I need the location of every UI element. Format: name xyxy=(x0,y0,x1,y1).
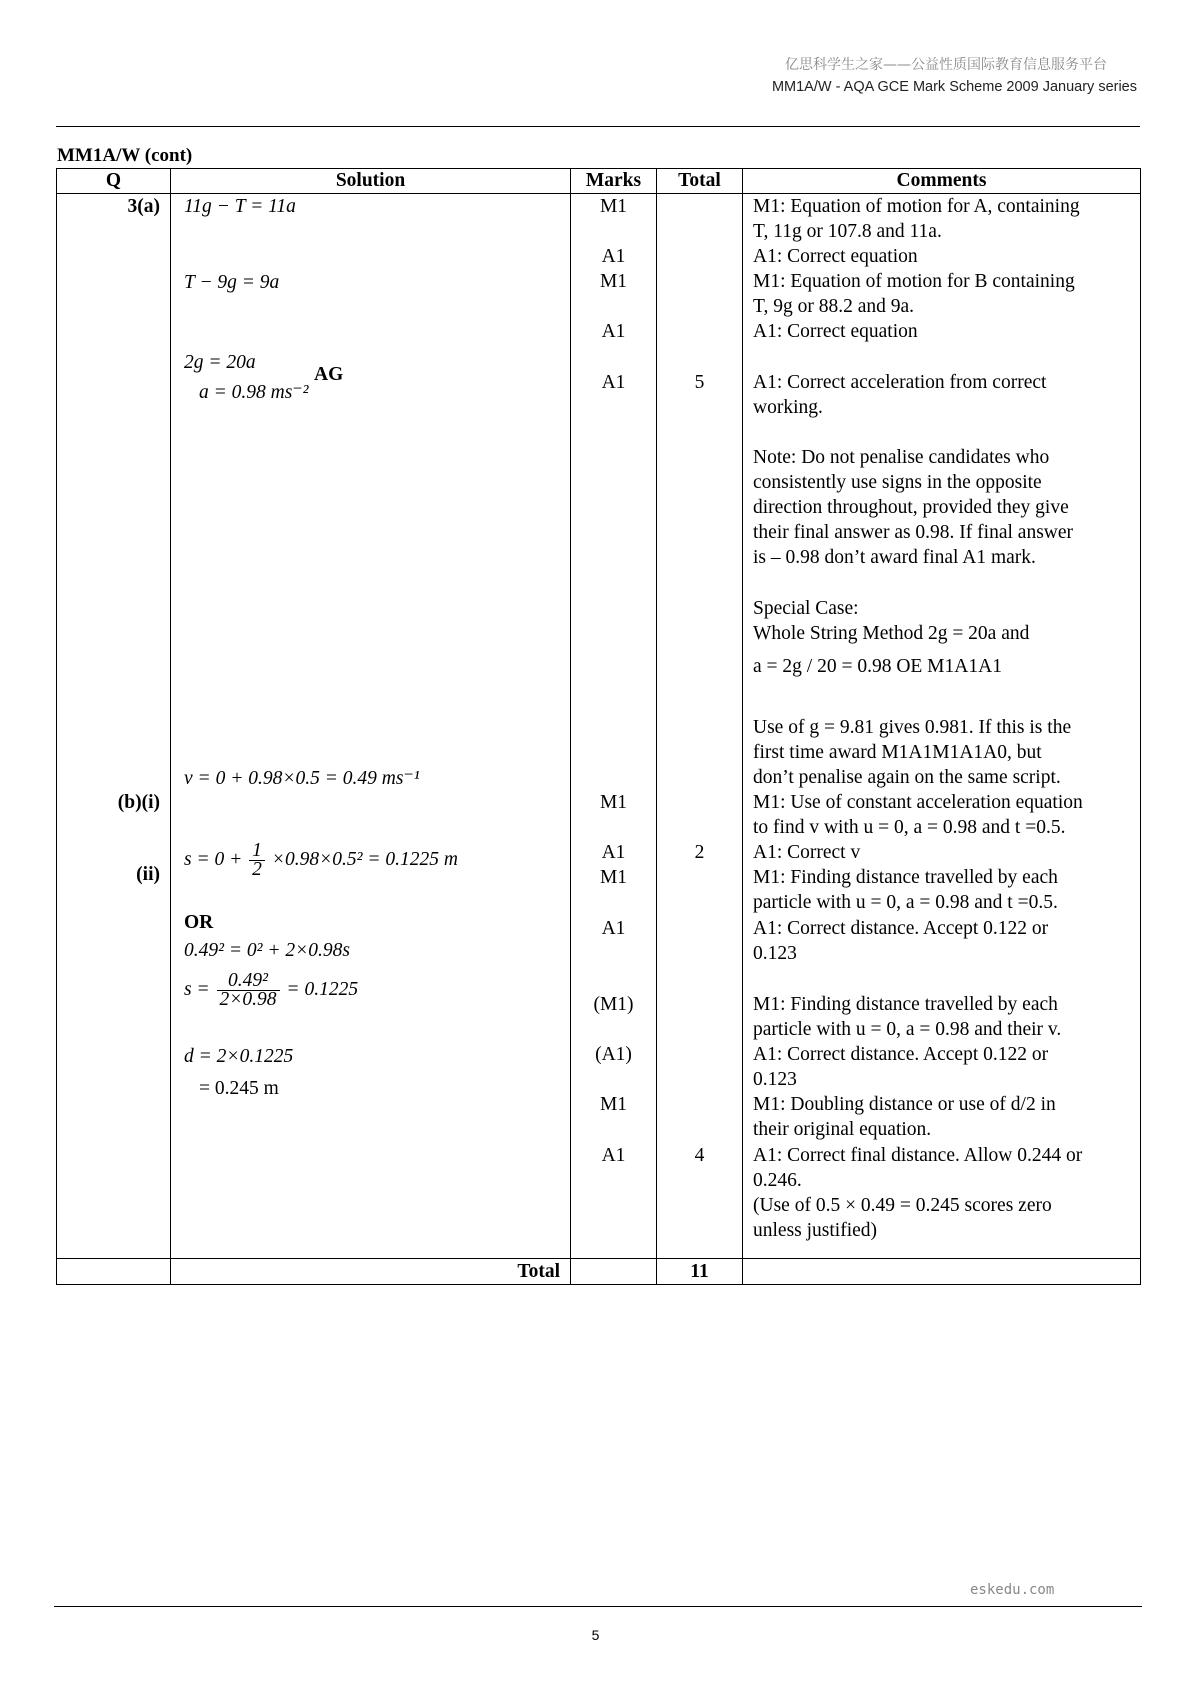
solution-line xyxy=(184,842,458,879)
comment-line: to find v with u = 0, a = 0.98 and t =0.5. xyxy=(753,817,1066,838)
comment-line: is – 0.98 don’t award final A1 mark. xyxy=(753,547,1036,568)
mark: (M1) xyxy=(593,994,634,1015)
comment-line: A1: Correct equation xyxy=(753,321,918,342)
comment-line: A1: Correct equation xyxy=(753,246,918,267)
comment-line: 0.246. xyxy=(753,1170,802,1191)
solution-line: a = 0.98 ms⁻² xyxy=(199,382,309,403)
comment-line: M1: Finding distance travelled by each xyxy=(753,994,1058,1015)
section-title: MM1A/W (cont) xyxy=(57,145,193,166)
solution-line: 0.49² = 0² + 2×0.98s xyxy=(184,940,351,961)
comment-line: T, 9g or 88.2 and 9a. xyxy=(753,296,915,317)
comment-line: a = 2g / 20 = 0.98 OE M1A1A1 xyxy=(753,656,1002,677)
comment-line: M1: Equation of motion for B containing xyxy=(753,271,1075,292)
solution-fragment: s = xyxy=(184,978,210,1000)
comment-line: Use of g = 9.81 gives 0.981. If this is the xyxy=(753,717,1072,738)
column-header-total: Total xyxy=(657,169,743,194)
comment-line: Note: Do not penalise candidates who xyxy=(753,447,1050,468)
comment-line: M1: Doubling distance or use of d/2 in xyxy=(753,1094,1056,1115)
column-header-solution: Solution xyxy=(171,169,571,194)
mark-scheme-table xyxy=(56,168,1141,1285)
fraction xyxy=(217,972,280,1009)
comment-line: their final answer as 0.98. If final answer xyxy=(753,522,1074,543)
or-label: OR xyxy=(184,912,214,933)
comment-line: particle with u = 0, a = 0.98 and t =0.5. xyxy=(753,892,1058,913)
comment-line: A1: Correct distance. Accept 0.122 or xyxy=(753,918,1049,939)
table-row xyxy=(57,194,1141,1259)
part-total: 2 xyxy=(694,842,705,863)
comment-line: don’t penalise again on the same script. xyxy=(753,767,1061,788)
mark: A1 xyxy=(601,372,626,393)
comment-line: T, 11g or 107.8 and 11a. xyxy=(753,221,942,242)
mark: M1 xyxy=(599,867,628,888)
comment-line: M1: Equation of motion for A, containing xyxy=(753,196,1080,217)
fraction xyxy=(249,842,265,879)
solution-cell xyxy=(171,194,571,1259)
comments-cell xyxy=(743,194,1141,1259)
comment-line: working. xyxy=(753,397,823,418)
total-cell xyxy=(657,194,743,1259)
mark: A1 xyxy=(601,918,626,939)
fraction-denominator: 2×0.98 xyxy=(219,989,277,1010)
mark: (A1) xyxy=(595,1044,632,1065)
solution-fragment: s = 0 + xyxy=(184,848,243,870)
comment-line: A1: Correct v xyxy=(753,842,861,863)
fraction-numerator: 1 xyxy=(249,842,265,861)
q-cell xyxy=(57,194,171,1259)
answer-given-label: AG xyxy=(314,364,344,385)
comment-line: unless justified) xyxy=(753,1220,878,1241)
solution-line: = 0.245 m xyxy=(199,1078,279,1099)
comment-line: direction throughout, provided they give xyxy=(753,497,1069,518)
comment-line: M1: Use of constant acceleration equation xyxy=(753,792,1083,813)
solution-line xyxy=(184,972,358,1009)
comment-line: particle with u = 0, a = 0.98 and their v. xyxy=(753,1019,1062,1040)
fraction-denominator: 2 xyxy=(252,859,262,880)
total-row-empty xyxy=(571,1259,657,1285)
table-header-row xyxy=(57,169,1141,194)
comment-line: Whole String Method 2g = 20a and xyxy=(753,623,1030,644)
solution-fragment: = 0.1225 xyxy=(286,978,359,1000)
fraction-numerator: 0.49² xyxy=(217,972,280,991)
comment-line: consistently use signs in the opposite xyxy=(753,472,1042,493)
total-label: Total xyxy=(171,1259,571,1285)
marks-cell xyxy=(571,194,657,1259)
mark: A1 xyxy=(601,246,626,267)
solution-line: d = 2×0.1225 xyxy=(184,1046,294,1067)
column-header-q: Q xyxy=(57,169,171,194)
question-label: (ii) xyxy=(136,864,160,885)
mark: A1 xyxy=(601,842,626,863)
part-total: 5 xyxy=(694,372,705,393)
comment-line: (Use of 0.5 × 0.49 = 0.245 scores zero xyxy=(753,1195,1052,1216)
comment-line: A1: Correct acceleration from correct xyxy=(753,372,1047,393)
mark: M1 xyxy=(599,792,628,813)
solution-line: 2g = 20a xyxy=(184,352,256,373)
comment-line: A1: Correct distance. Accept 0.122 or xyxy=(753,1044,1049,1065)
total-row-empty xyxy=(57,1259,171,1285)
mark: A1 xyxy=(601,321,626,342)
mark: M1 xyxy=(599,271,628,292)
total-row-empty xyxy=(743,1259,1141,1285)
solution-fragment: ×0.98×0.5² = 0.1225 m xyxy=(271,848,458,870)
comment-line: 0.123 xyxy=(753,1069,797,1090)
watermark: eskedu.com xyxy=(970,1582,1055,1598)
part-total: 4 xyxy=(694,1145,705,1166)
comment-line: 0.123 xyxy=(753,943,797,964)
mark: M1 xyxy=(599,196,628,217)
comment-line: first time award M1A1M1A1A0, but xyxy=(753,742,1042,763)
comment-line: their original equation. xyxy=(753,1119,932,1140)
document-header: MM1A/W - AQA GCE Mark Scheme 2009 January series xyxy=(771,79,1137,95)
comment-line: Special Case: xyxy=(753,598,859,619)
column-header-comments: Comments xyxy=(743,169,1141,194)
mark: M1 xyxy=(599,1094,628,1115)
comment-line: M1: Finding distance travelled by each xyxy=(753,867,1058,888)
mark: A1 xyxy=(601,1145,626,1166)
comment-line: A1: Correct final distance. Allow 0.244 or xyxy=(753,1145,1083,1166)
solution-line: 11g − T = 11a xyxy=(184,196,296,217)
column-header-marks: Marks xyxy=(571,169,657,194)
header-rule xyxy=(56,126,1140,127)
grand-total: 11 xyxy=(657,1259,743,1285)
page-number: 5 xyxy=(591,1627,600,1643)
solution-line: v = 0 + 0.98×0.5 = 0.49 ms⁻¹ xyxy=(184,768,420,789)
footer-rule xyxy=(54,1606,1142,1607)
solution-line: T − 9g = 9a xyxy=(184,272,280,293)
total-row xyxy=(57,1259,1141,1285)
question-label: 3(a) xyxy=(127,196,160,217)
question-label: (b)(i) xyxy=(117,792,160,813)
site-header: 亿思科学生之家——公益性质国际教育信息服务平台 xyxy=(785,57,1107,73)
